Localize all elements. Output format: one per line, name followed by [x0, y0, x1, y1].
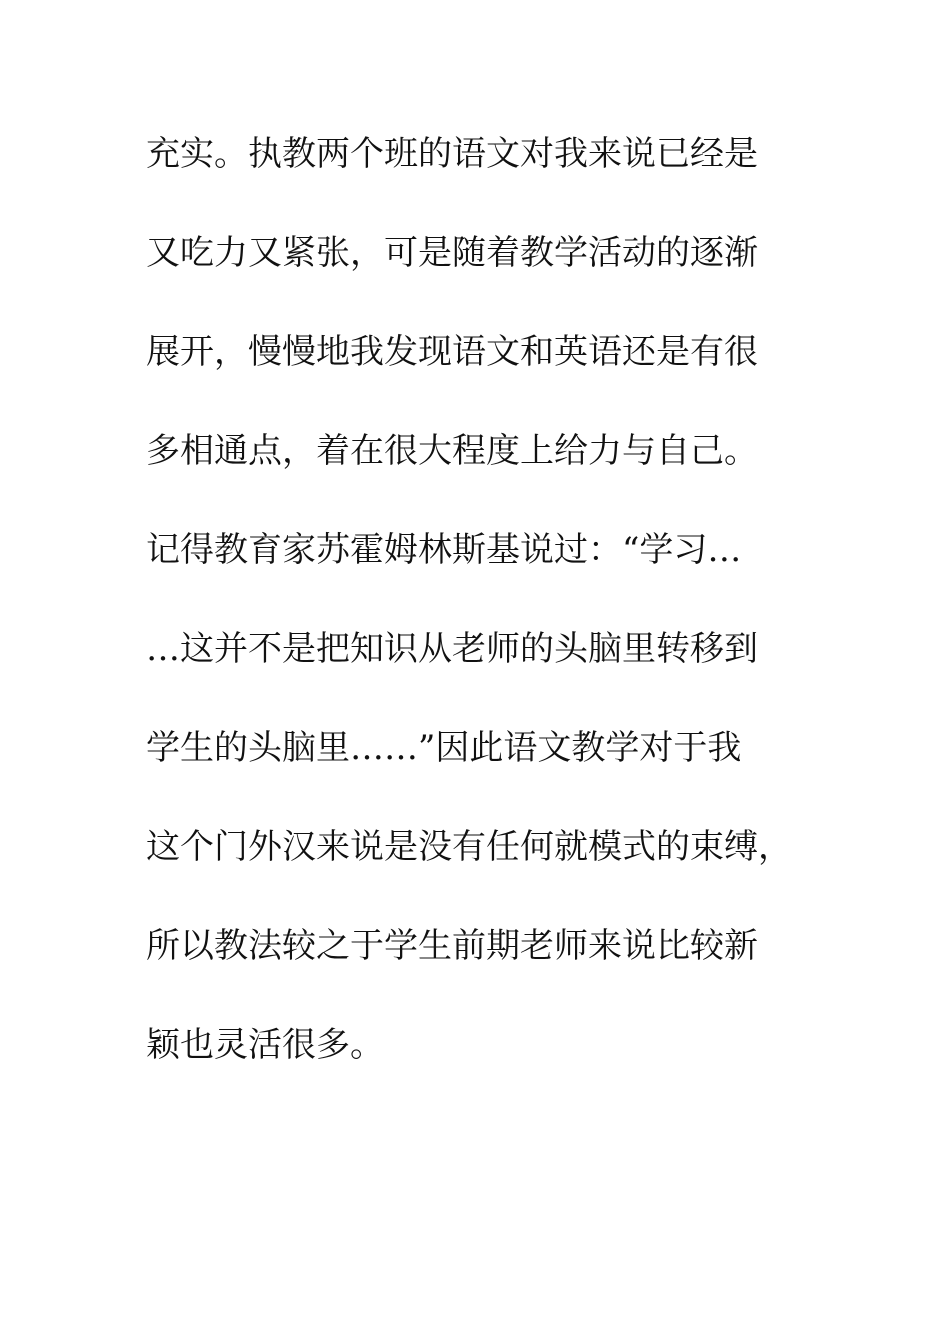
text-line-10: 颖也灵活很多。: [146, 1025, 384, 1065]
text-line-4: 多相通点，着在很大程度上给力与自己。: [146, 431, 758, 471]
text-line-5: 记得教育家苏霍姆林斯基说过：“学习…: [146, 530, 742, 570]
text-line-7: 学生的头脑里……”因此语文教学对于我: [146, 728, 742, 768]
text-line-6: …这并不是把知识从老师的头脑里转移到: [146, 629, 758, 669]
text-line-2: 又吃力又紧张，可是随着教学活动的逐渐: [146, 233, 758, 273]
text-line-3: 展开，慢慢地我发现语文和英语还是有很: [146, 332, 758, 372]
body-paragraph: [146, 128, 826, 1118]
text-line-1: 充实。执教两个班的语文对我来说已经是: [146, 134, 758, 174]
text-line-9: 所以教法较之于学生前期老师来说比较新: [146, 926, 758, 966]
text-line-8: 这个门外汉来说是没有任何就模式的束缚，: [146, 827, 792, 867]
